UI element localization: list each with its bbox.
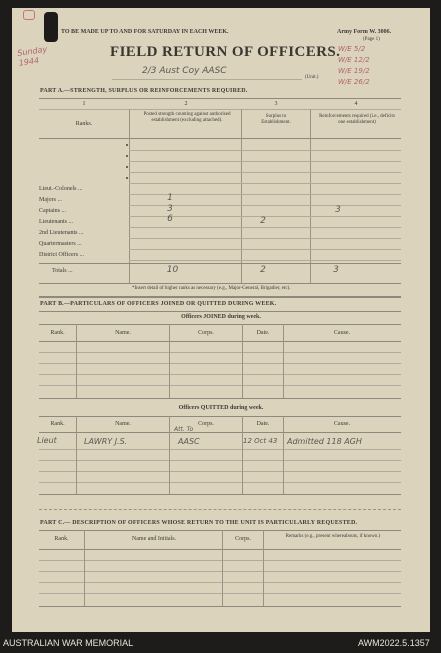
quitted-col-date: Date.	[256, 421, 270, 427]
quitted-name: LAWRY J.S.	[84, 437, 128, 446]
ink-mark	[23, 10, 35, 20]
unit-label: (Unit.)	[305, 75, 319, 80]
part-a-heading: PART A.—STRENGTH, SURPLUS OR REINFORCEMENTS REQUIRED.	[40, 88, 248, 94]
rank-2nd-lieutenants: 2nd Lieutenants ...	[39, 230, 84, 236]
total-surplus: 2	[260, 265, 266, 275]
part-a-footnote: *Insert detail of higher ranks as necessary (e.g., Major-General, Brigadier, etc).	[132, 286, 291, 291]
part-c-col-name: Name and Initials.	[131, 536, 177, 542]
reinforcements-captains: 3	[335, 205, 341, 215]
part-c-col-corps: Corps.	[235, 536, 251, 542]
total-reinforcements: 3	[333, 265, 339, 275]
week-ending-2: W/E 12/2	[338, 56, 370, 64]
rank-quartermasters: Quartermasters ...	[39, 241, 82, 247]
footer-institution: AUSTRALIAN WAR MEMORIAL	[3, 638, 134, 648]
col-header-ranks: Ranks.	[75, 121, 93, 127]
rank-lieut-colonels: Lieut.-Colonels ...	[39, 186, 83, 192]
quitted-rank: Lieut	[37, 436, 57, 445]
posted-captains: 3	[167, 204, 173, 214]
joined-col-rank: Rank.	[50, 330, 65, 336]
col-number-2: 2	[184, 101, 188, 107]
joined-col-date: Date.	[256, 330, 270, 336]
quitted-heading: Officers QUITTED during week.	[178, 405, 264, 411]
corner-handwritten: Sunday 1944	[16, 44, 48, 68]
footer-accession-number: AWM2022.5.1357	[358, 638, 430, 648]
part-c-col-rank: Rank.	[54, 536, 69, 542]
week-ending-4: W/E 26/2	[338, 78, 370, 86]
form-id: Army Form W. 3006.	[337, 29, 392, 35]
quitted-col-name: Name.	[115, 421, 131, 427]
punch-hole	[44, 12, 58, 42]
week-ending-1: W/E 5/2	[338, 45, 366, 53]
posted-lieutenants: 6	[167, 214, 173, 224]
quitted-col-corps: Corps.	[198, 421, 214, 427]
rank-lieutenants: Lieutenants ...	[39, 219, 73, 225]
quitted-corps-note: Att. To	[174, 426, 194, 433]
quitted-corps: AASC	[178, 437, 200, 446]
page-number: (Page 1)	[363, 37, 380, 42]
quitted-date: 12 Oct 43	[243, 437, 278, 445]
rank-district-officers: District Officers ...	[39, 252, 85, 258]
col-header-surplus: Surplus to Establishment.	[261, 114, 291, 125]
quitted-col-cause: Cause.	[333, 421, 351, 427]
col-number-4: 4	[354, 101, 358, 107]
joined-col-cause: Cause.	[333, 330, 351, 336]
quitted-cause: Admitted 118 AGH	[287, 437, 362, 446]
joined-col-corps: Corps.	[198, 330, 214, 336]
top-note: TO BE MADE UP TO AND FOR SATURDAY IN EACH WEEK.	[61, 29, 229, 35]
surplus-lieutenants: 2	[260, 216, 266, 226]
quitted-col-rank: Rank.	[50, 421, 65, 427]
col-number-1: 1	[82, 101, 86, 107]
part-c-col-remarks: Remarks (e.g., present whereabouts, if known.)	[285, 534, 381, 539]
rank-captains: Captains ...	[39, 208, 66, 214]
posted-majors: 1	[167, 193, 173, 203]
rank-majors: Majors ...	[39, 197, 62, 203]
col-header-posted: Posted strength counting against authorised establishment (excluding attached).	[143, 112, 231, 123]
totals-label: Totals ...	[52, 268, 73, 274]
part-c-heading: PART C.— DESCRIPTION OF OFFICERS WHOSE RETURN TO THE UNIT IS PARTICULARLY REQUESTED.	[40, 520, 358, 526]
joined-heading: Officers JOINED during week.	[181, 314, 261, 320]
col-header-reinforcements: Reinforcements required (i.e., deficits one establishment)	[319, 114, 395, 125]
unit-handwritten: 2/3 Aust Coy AASC	[142, 66, 227, 76]
week-ending-3: W/E 19/2	[338, 67, 370, 75]
page-title: FIELD RETURN OF OFFICERS.	[110, 44, 341, 60]
col-number-3: 3	[274, 101, 278, 107]
part-b-heading: PART B.—PARTICULARS OF OFFICERS JOINED OR QUITTED DURING WEEK.	[40, 301, 277, 307]
joined-col-name: Name.	[115, 330, 131, 336]
total-posted: 10	[166, 265, 179, 275]
